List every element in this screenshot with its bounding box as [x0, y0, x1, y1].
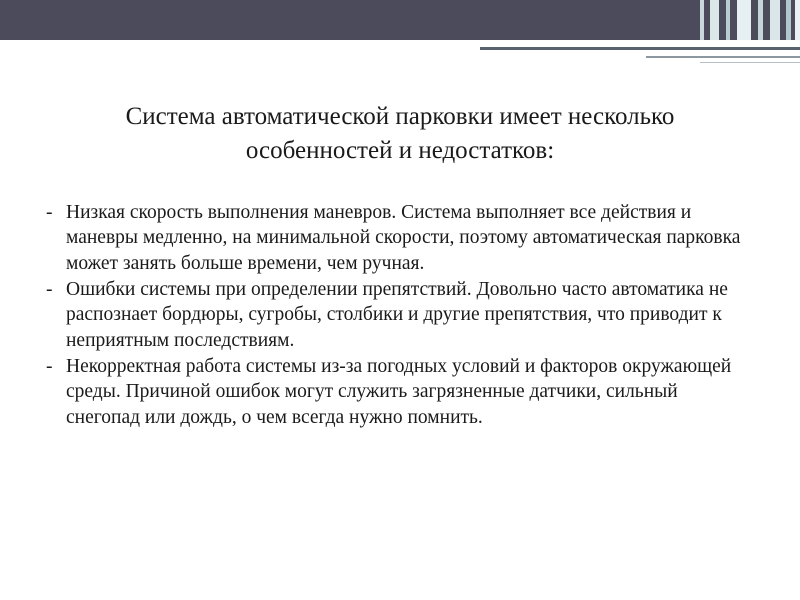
header-band-fill [0, 0, 800, 40]
decor-stripe [770, 0, 780, 40]
list-item [44, 354, 756, 430]
decor-stripe [758, 0, 763, 40]
decor-stripe [710, 0, 719, 40]
header-band [0, 0, 800, 40]
decor-stripe [737, 0, 751, 40]
decor-stripe [700, 0, 704, 40]
bullet-marker: - [46, 356, 53, 378]
decor-rule [646, 56, 800, 58]
decor-stripe [726, 0, 730, 40]
bullet-list [44, 200, 756, 431]
decor-stripe [795, 0, 800, 40]
list-item [44, 200, 756, 276]
bullet-marker: - [46, 202, 53, 223]
list-item-text: Некорректная работа системы из-за погодных условий и факторов окружающей среды. Причиной ошибок могут служить загрязненные датчики, сильный снегопад или дождь, о чем всегда нужно помнить. [66, 356, 732, 428]
slide-title: Система автоматической парковки имеет несколько особенностей и недостатков: [125, 103, 675, 164]
list-item-text: Низкая скорость выполнения маневров. Система выполняет все действия и маневры медленно, на минимальной скорости, поэтому автоматическая парковка может занять больше времени, чем ручная. [66, 202, 741, 274]
decor-rule [700, 62, 800, 63]
decor-rule [480, 47, 800, 50]
bullet-marker: - [46, 279, 53, 301]
list-item-text: Ошибки системы при определении препятствий. Довольно часто автоматика не распознает бордюры, сугробы, столбики и другие препятствия, что приводит к неприятным последствиям. [66, 279, 728, 351]
decor-stripe [786, 0, 791, 40]
list-item [44, 277, 756, 353]
